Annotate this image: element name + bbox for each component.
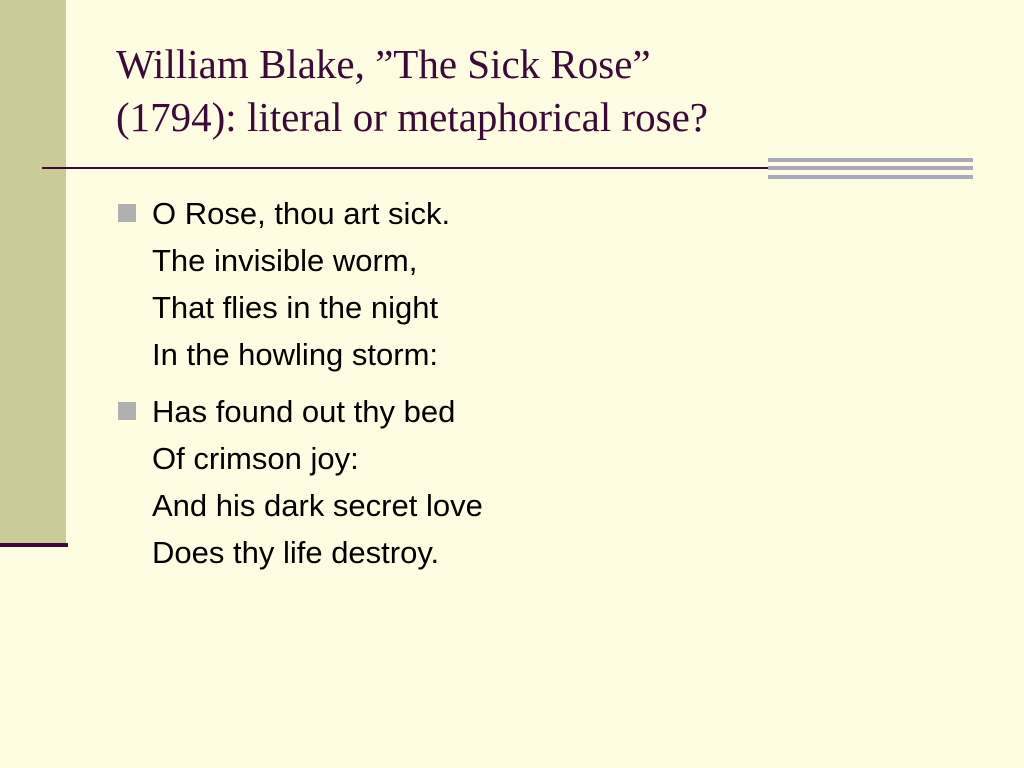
- title-line: (1794): literal or metaphorical rose?: [116, 94, 708, 140]
- square-bullet-icon: [118, 402, 136, 420]
- poem-line: In the howling storm:: [152, 337, 439, 372]
- accent-bar: [768, 166, 973, 170]
- title-line: William Blake, ”The Sick Rose”: [116, 41, 651, 87]
- slide-body: [116, 190, 976, 586]
- side-rule: [0, 543, 68, 547]
- poem-line: O Rose, thou art sick.: [152, 196, 451, 231]
- bullet-item: [116, 388, 976, 576]
- poem-line: And his dark secret love: [152, 488, 483, 523]
- poem-line: Of crimson joy:: [152, 441, 359, 476]
- side-band: [0, 0, 66, 545]
- square-bullet-icon: [118, 204, 136, 222]
- poem-line: Does thy life destroy.: [152, 535, 440, 570]
- accent-bar: [768, 158, 973, 162]
- poem-line: That flies in the night: [152, 290, 439, 325]
- bullet-item: [116, 190, 976, 378]
- poem-line: Has found out thy bed: [152, 394, 456, 429]
- accent-bar: [768, 175, 973, 179]
- slide-title: [116, 38, 996, 144]
- poem-line: The invisible worm,: [152, 243, 418, 278]
- title-divider: [42, 167, 787, 169]
